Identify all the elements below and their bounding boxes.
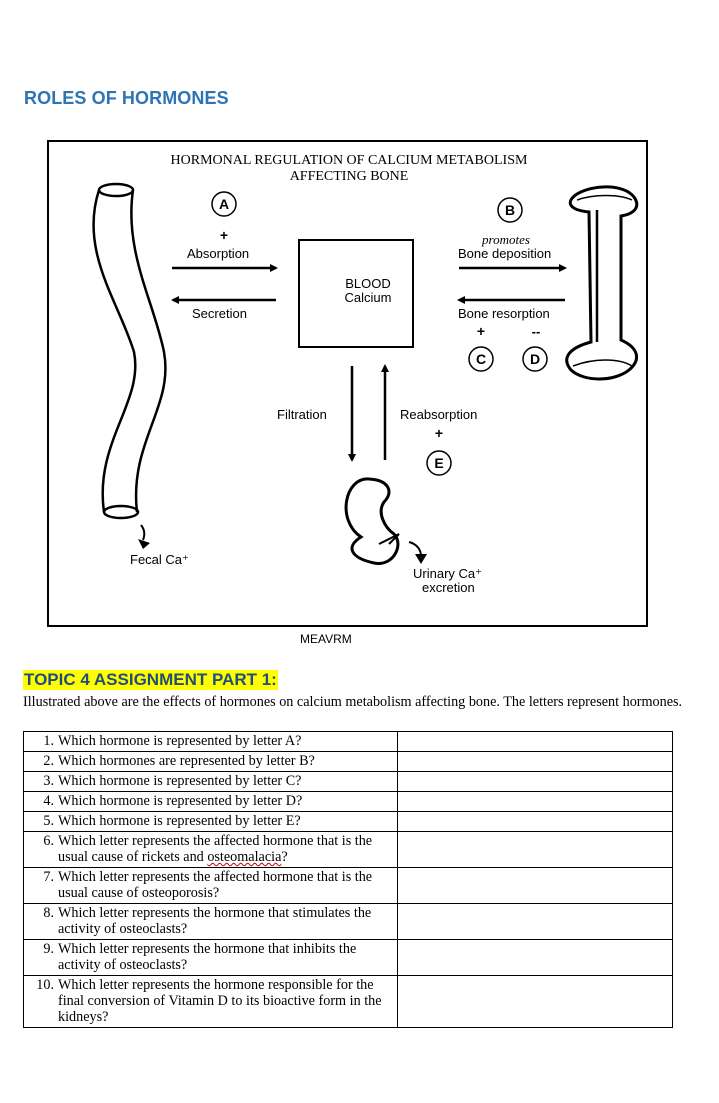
answer-cell[interactable] bbox=[397, 904, 672, 940]
question-number: 9. bbox=[43, 941, 54, 957]
table-row bbox=[24, 792, 673, 812]
question-number: 3. bbox=[43, 773, 54, 789]
question-text-part: Which letter represents the affected hormone that is the usual cause of rickets and bbox=[58, 833, 373, 865]
table-row bbox=[24, 868, 673, 904]
filtration-label: Filtration bbox=[277, 407, 327, 422]
bone-deposition-label: Bone deposition bbox=[458, 246, 552, 261]
letter-e: E bbox=[434, 455, 444, 471]
promotes-label: promotes bbox=[482, 232, 530, 247]
question-number: 8. bbox=[43, 905, 54, 921]
question-text: Which letter represents the hormone that inhibits the activity of osteoclasts? bbox=[58, 941, 357, 973]
table-row bbox=[24, 904, 673, 940]
question-text bbox=[58, 833, 397, 865]
table-row bbox=[24, 772, 673, 792]
plus-sign-a: + bbox=[219, 227, 229, 243]
table-row bbox=[24, 812, 673, 832]
fecal-arrowhead bbox=[138, 539, 150, 549]
calcium-regulation-diagram bbox=[47, 140, 648, 627]
table-row bbox=[24, 752, 673, 772]
bone-illustration bbox=[567, 187, 637, 379]
answer-cell[interactable] bbox=[397, 772, 672, 792]
question-text: Which letter represents the affected hormone that is the usual cause of osteoporosis? bbox=[58, 869, 373, 901]
figure-caption: MEAVRM bbox=[300, 632, 352, 646]
questions-table bbox=[23, 731, 673, 1028]
answer-cell[interactable] bbox=[397, 752, 672, 772]
answer-cell[interactable] bbox=[397, 940, 672, 976]
question-text: Which hormone is represented by letter E? bbox=[58, 813, 301, 829]
question-text: Which letter represents the hormone responsible for the final conversion of Vitamin D to its bioactive form in the kidneys? bbox=[58, 977, 382, 1025]
question-text: Which letter represents the hormone that stimulates the activity of osteoclasts? bbox=[58, 905, 372, 937]
table-row bbox=[24, 732, 673, 752]
question-number: 7. bbox=[43, 869, 54, 885]
question-text: Which hormone is represented by letter A? bbox=[58, 733, 302, 749]
answer-cell[interactable] bbox=[397, 868, 672, 904]
excretion-label: excretion bbox=[422, 580, 475, 595]
question-text: Which hormones are represented by letter B? bbox=[58, 753, 315, 769]
intestine-illustration bbox=[94, 184, 166, 540]
assignment-title: TOPIC 4 ASSIGNMENT PART 1: bbox=[24, 670, 277, 689]
question-number: 5. bbox=[43, 813, 54, 829]
secretion-label: Secretion bbox=[192, 306, 247, 321]
question-number: 2. bbox=[43, 753, 54, 769]
table-row bbox=[24, 940, 673, 976]
letter-c: C bbox=[475, 351, 487, 367]
reabsorption-label: Reabsorption bbox=[400, 407, 478, 422]
assignment-intro: Illustrated above are the effects of hormones on calcium metabolism affecting bone. The letters represent hormones. bbox=[23, 694, 683, 710]
answer-cell[interactable] bbox=[397, 812, 672, 832]
diagram-title-line1: HORMONAL REGULATION OF CALCIUM METABOLISM bbox=[170, 153, 528, 168]
minus-sign-d: -- bbox=[531, 324, 541, 339]
urinary-arrowhead bbox=[415, 554, 427, 564]
question-number: 10. bbox=[36, 977, 54, 993]
kidney-illustration bbox=[346, 479, 421, 564]
answer-cell[interactable] bbox=[397, 976, 672, 1028]
answer-cell[interactable] bbox=[397, 732, 672, 752]
calcium-label: Calcium bbox=[344, 290, 392, 305]
urinary-calcium-label: Urinary Ca⁺ bbox=[413, 566, 482, 581]
table-row bbox=[24, 832, 673, 868]
question-number: 4. bbox=[43, 793, 54, 809]
absorption-label: Absorption bbox=[187, 246, 250, 261]
spellcheck-flagged-word: osteomalacia bbox=[207, 849, 282, 865]
diagram-title-line2: AFFECTING BONE bbox=[289, 169, 409, 184]
blood-label: BLOOD bbox=[345, 276, 391, 291]
question-text-part: ? bbox=[281, 849, 288, 865]
question-text: Which hormone is represented by letter D? bbox=[58, 793, 303, 809]
question-number: 6. bbox=[43, 833, 54, 849]
letter-d: D bbox=[529, 351, 541, 367]
bone-resorption-label: Bone resorption bbox=[458, 306, 550, 321]
question-text: Which hormone is represented by letter C? bbox=[58, 773, 302, 789]
plus-sign-c: + bbox=[476, 323, 486, 339]
question-number: 1. bbox=[43, 733, 54, 749]
answer-cell[interactable] bbox=[397, 832, 672, 868]
plus-sign-e: + bbox=[434, 425, 444, 441]
letter-b: B bbox=[504, 202, 516, 218]
fecal-calcium-label: Fecal Ca⁺ bbox=[130, 552, 189, 567]
letter-a: A bbox=[218, 196, 230, 212]
table-row bbox=[24, 976, 673, 1028]
section-heading: ROLES OF HORMONES bbox=[24, 88, 229, 108]
answer-cell[interactable] bbox=[397, 792, 672, 812]
